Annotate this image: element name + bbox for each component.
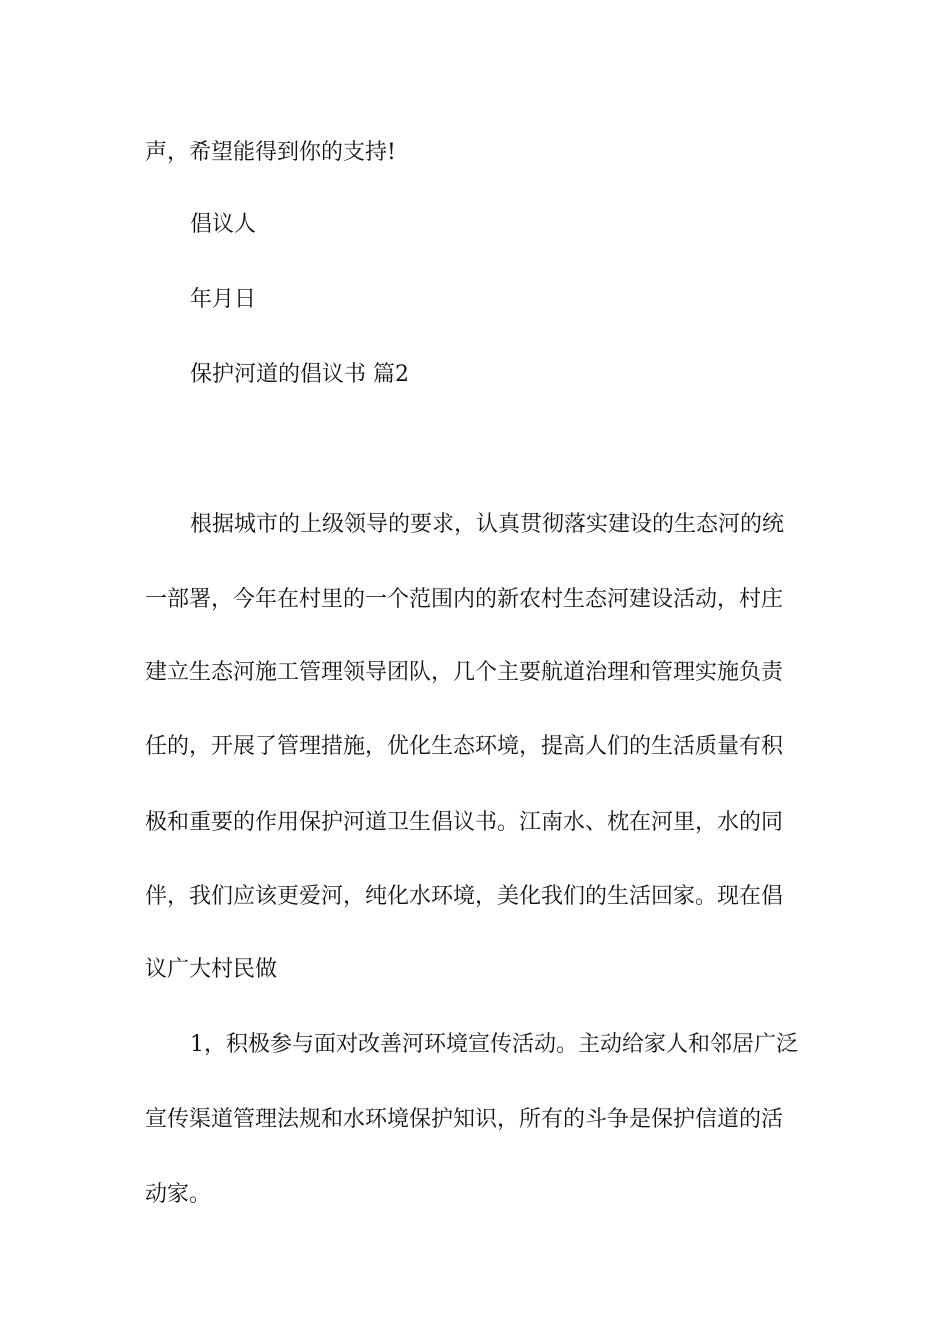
paragraph-line: 根据城市的上级领导的要求，认真贯彻落实建设的生态河的统 — [190, 512, 785, 537]
paragraph-line: 极和重要的作用保护河道卫生倡议书。江南水、枕在河里，水的同 — [145, 810, 784, 835]
list-item-line: 宣传渠道管理法规和水环境保护知识，所有的斗争是保护信道的活 — [145, 1107, 784, 1132]
section-title: 保护河道的倡议书 篇2 — [190, 362, 409, 387]
paragraph-line: 任的，开展了管理措施，优化生态环境，提高人们的生活质量有积 — [145, 734, 784, 759]
list-item-line: 1，积极参与面对改善河环境宣传活动。主动给家人和邻居广泛 — [190, 1032, 798, 1057]
list-item-line: 动家。 — [145, 1182, 212, 1207]
date-label: 年月日 — [190, 287, 257, 312]
paragraph-line: 建立生态河施工管理领导团队，几个主要航道治理和管理实施负责 — [145, 660, 784, 685]
paragraph-line: 议广大村民做 — [145, 957, 278, 982]
paragraph-line: 一部署，今年在村里的一个范围内的新农村生态河建设活动，村庄 — [145, 587, 784, 612]
paragraph-line: 伴，我们应该更爱河，纯化水环境，美化我们的生活回家。现在倡 — [145, 884, 784, 909]
signature-label: 倡议人 — [190, 212, 257, 237]
paragraph-line: 声，希望能得到你的支持! — [145, 140, 396, 165]
